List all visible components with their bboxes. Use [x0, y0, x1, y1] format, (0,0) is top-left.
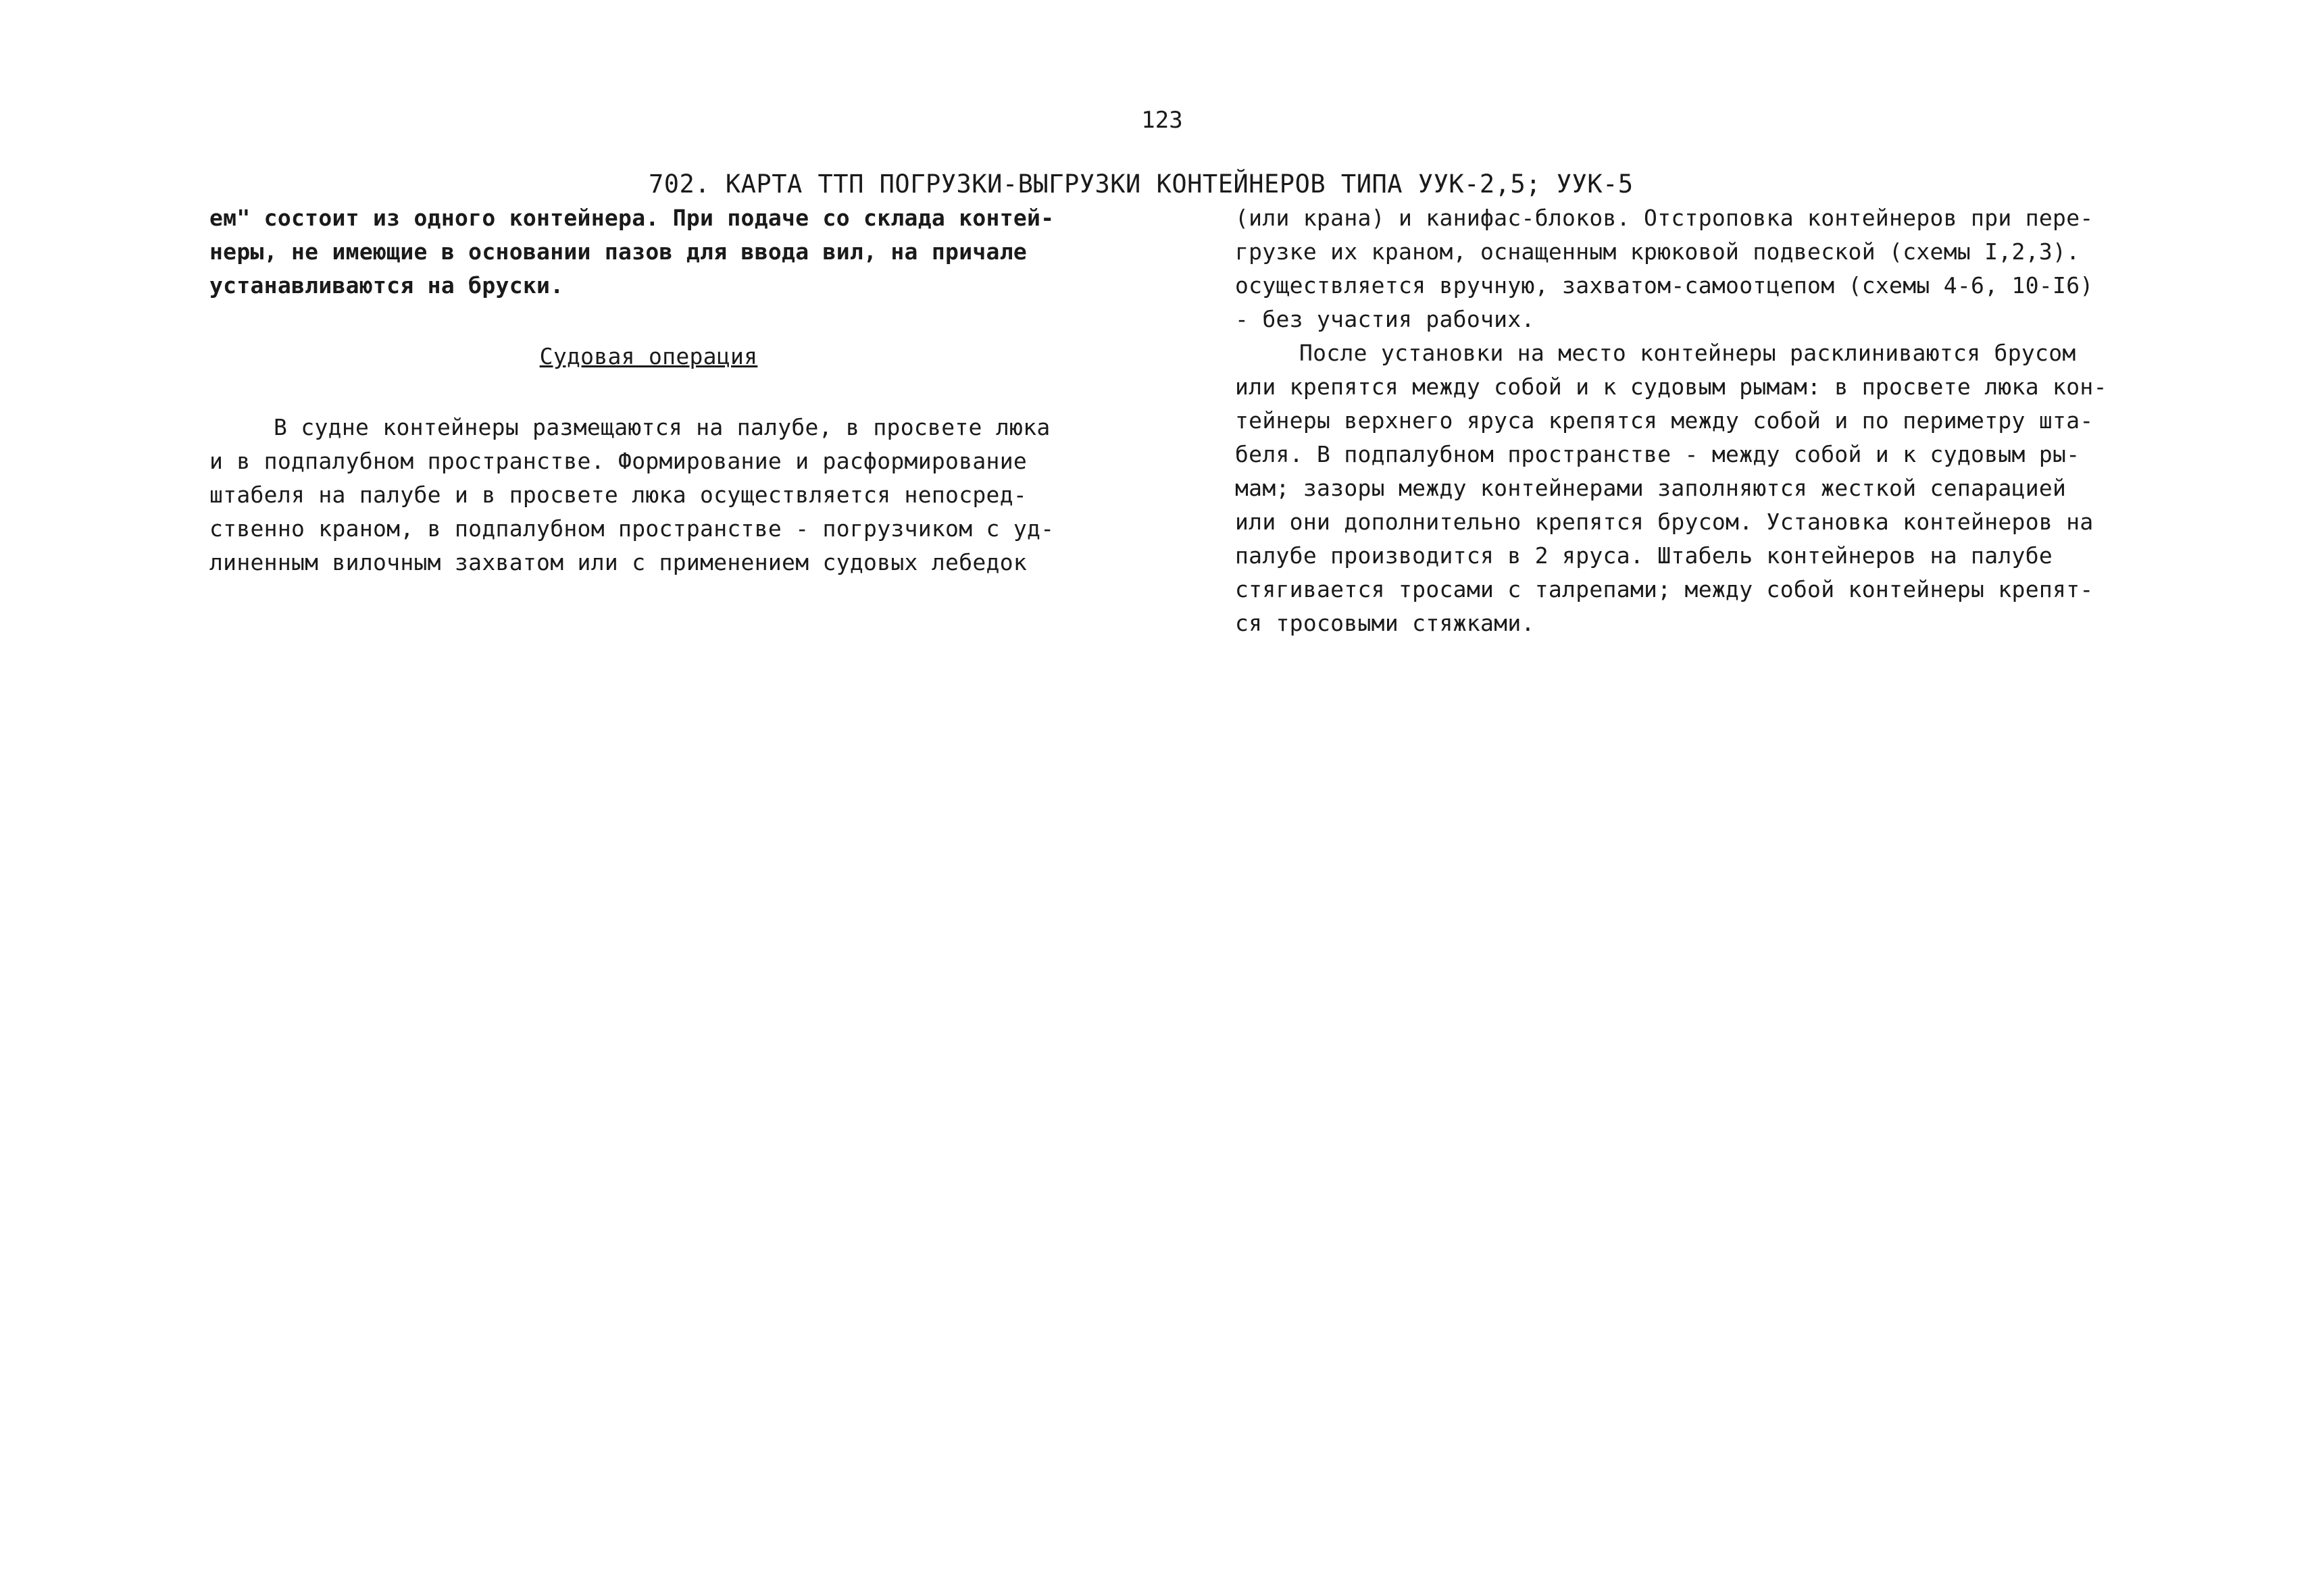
text-line: устанавливаются на бруски.: [209, 272, 564, 299]
text-line: стягивается тросами с талрепами; между собой контейнеры крепят-: [1235, 576, 2094, 602]
right-column: [1235, 201, 2127, 640]
securing-paragraph: [1235, 336, 2127, 640]
text-line: ем" состоит из одного контейнера. При подаче со склада контей-: [209, 205, 1055, 231]
unslinging-paragraph: [1235, 201, 2127, 336]
text-line: штабеля на палубе и в просвете люка осуществляется непосред-: [209, 482, 1028, 508]
section-heading: Судовая операция: [539, 343, 758, 369]
text-line: беля. В подпалубном пространстве - между собой и к судовым ры-: [1235, 441, 2080, 467]
text-line: или они дополнительно крепятся брусом. Установка контейнеров на: [1235, 509, 2094, 535]
text-line: После установки на место контейнеры расклиниваются брусом: [1299, 340, 2076, 366]
text-line: В судне контейнеры размещаются на палубе, в просвете люка: [274, 414, 1051, 440]
text-line: грузке их краном, оснащенным крюковой подвеской (схемы I,2,3).: [1235, 238, 2080, 265]
page-number: 123: [1141, 107, 1183, 134]
text-line: ся тросовыми стяжками.: [1235, 610, 1535, 636]
text-line: мам; зазоры между контейнерами заполняются жесткой сепарацией: [1235, 475, 2067, 501]
text-line: - без участия рабочих.: [1235, 306, 1535, 332]
text-line: палубе производится в 2 яруса. Штабель контейнеров на палубе: [1235, 542, 2053, 569]
text-line: тейнеры верхнего яруса крепятся между собой и по периметру шта-: [1235, 407, 2094, 434]
text-line: и в подпалубном пространстве. Формирование и расформирование: [209, 448, 1028, 474]
page-title: 702. КАРТА ТТП ПОГРУЗКИ-ВЫГРУЗКИ КОНТЕЙНЕРОВ ТИПА УУК-2,5; УУК-5: [649, 170, 1634, 199]
text-line: неры, не имеющие в основании пазов для ввода вил, на причале: [209, 238, 1028, 265]
ship-operation-paragraph: [209, 411, 1088, 580]
text-line: линенным вилочным захватом или с применением судовых лебедок: [209, 549, 1028, 575]
text-line: ственно краном, в подпалубном пространстве - погрузчиком с уд-: [209, 515, 1055, 542]
intro-paragraph: [209, 201, 1088, 303]
text-line: или крепятся между собой и к судовым рымам: в просвете люка кон-: [1235, 374, 2107, 400]
text-line: (или крана) и канифас-блоков. Отстроповка контейнеров при пере-: [1235, 205, 2094, 231]
text-line: осуществляется вручную, захватом-самоотцепом (схемы 4-6, 10-I6): [1235, 272, 2094, 299]
left-column: [209, 201, 1088, 580]
